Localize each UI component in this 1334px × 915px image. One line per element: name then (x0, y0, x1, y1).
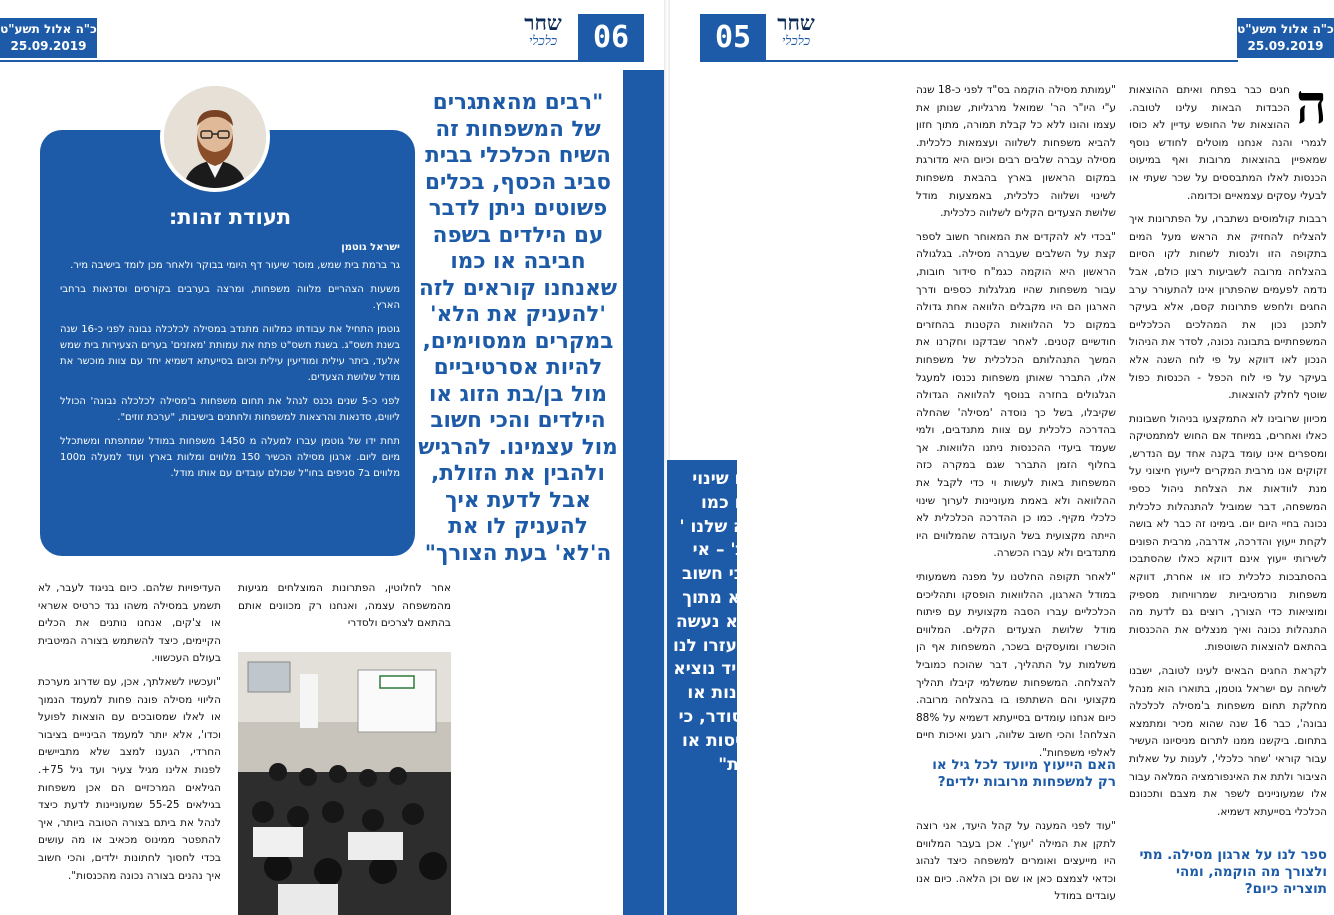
article-paragraph: "עמותת מסילה הוקמה בס"ד לפני כ-18 שנה ע"י היו"ר הר' שמואל מרגליות, שנותן את עצמו והונו ללא כל קבלת תמורה, מתוך חזון להביא משפחות לשלווה ועצמאות כלכלית. מסילה עברה שלבים רבים וכיום היא מדורגת במקום הראשון בארץ בהבאת משפחות לשינוי ושלווה כלכלית, באמצעות מודל שלושת הצעדים הקלים לשלווה כלכלית. (916, 84, 1116, 220)
logo-main-text: שחר (524, 10, 562, 35)
logo-sub-text: כלכלי (781, 34, 811, 49)
magazine-logo (770, 12, 822, 60)
section-subheading: האם הייעוץ מיועד לכל גיל או רק למשפחות מרובות ילדים? (932, 757, 1116, 790)
article-paragraph: העדיפויות שלהם. כיום בניגוד לעבר, לא תשמע במסילה משהו נגד כרטיס אשראי או צ'קים, אנחנו נותנים את הכלים הקיימים, כיצד להשתמש בצורה המיטבית בעולם העכשווי. (38, 582, 221, 665)
drop-cap: ה (1295, 72, 1327, 136)
id-card-text (60, 240, 400, 490)
article-paragraph: לקראת החגים הבאים לעינו לטובה, ישבנו לשיחה עם ישראל גוטמן, בתוארו הוא מנהל מחלקת תחום משפחות ב'מסילה לכלכלה נבונה', כבר 16 שנה שהוא מכיר ומתמצא בתחום. ביקשנו ממנו לתרום מניסיונו העשיר עבור קוראי 'שחר כלכלי', לענות על שאלות הציבור ולתת את האינפורמציה המלאה עבור אלו שמעוניינים לשפר את מצבם ותכנונם הכלכלי בסייעתא דשמיא. (1129, 665, 1327, 818)
gregorian-date: 25.09.2019 (10, 39, 87, 53)
date-box (0, 18, 97, 58)
article-paragraph: "לאחר תקופה החלטנו על מפנה משמעותי במודל הארגון, ההלוואות הופסקו ותהליכים הכלכליים עברו הסבה מקצועית עם פיתוח מודל שלושת הצעדים הקלים. המלווים הוכשרו ומועסקים בשכר, המשפחות אף הן משלמות על התהליך, דבר שהוכח כמוביל להצלחה. המשפחות שמשלמי קיבלו תהליך מקצועי והם השתתפו בו בהצלחה מרובה. כיום אנחנו עומדים בסייעתא דשמיא על 88% הצלחה! והכי חשוב שלווה, רוגע ואיכות חיים לאלפי משפחות". (916, 571, 1116, 759)
id-card-paragraph: גוטמן התחיל את עבודתו כמלווה מתנדב במסילה לכלכלה נבונה לפני כ-16 שנה בשנת תשס"ג. בשנת תשס"ט פתח את עמותת 'מאזנים' בערים הצעירות בית שמש אלעד, ביתר עילית ומודיעין עילית וכיום בסייעתא דשמיא יחד עם צוות מוכשר את מודל שלושת הצעדים. (60, 324, 400, 383)
id-card-name: ישראל גוטמן (341, 242, 400, 253)
header-rule (766, 60, 1238, 62)
magazine-logo (517, 12, 569, 60)
pull-quote: "כל עוד לא עושים שינוי חשיבה אמיתי, או כמו שקוראים לזה בשפה שלנו ' כלכלה התנהגותית' – אי אפשר להתקדם. הכי חשוב שזה ייעשה בכיף ולא מתוך דקדוקי עניות. אם לא נעשה את השינוי הזה, לא יעזרו לנו הגדלת הכנסות, כי מיד נוציא יותר, לא נצליח לבנות או לחיות עם תקציב מסודר, כי ניתקל בכל מיני תפיסות או אמונות מגבילות" (672, 469, 897, 775)
article-paragraph: חגים כבר בפתח ואיתם ההוצאות הכבדות הבאות עלינו לטובה. ההוצאות של החופש עדיין לא כוסו לגמרי והנה אנחנו מוטלים לחודש נוסף שמאפיין בהוצאות מרובות ואף במיעוט הכנסות לאלו המתבססים על שכר שעתי או לבעלי עסקים עצמאיים וכדומה. (1129, 84, 1327, 202)
page-number: 06 (578, 14, 644, 62)
article-column (1129, 72, 1327, 827)
portrait-illustration (164, 86, 266, 188)
page-number: 05 (700, 14, 766, 62)
logo-main-text: שחר (777, 10, 815, 35)
portrait-photo (160, 82, 270, 192)
article-paragraph: "עוד לפני המענה על קהל היעד, אני רוצה לתקן את המילה 'יעוץ'. אכן בעבר המלווים היו מייעצים ואומרים למשפחה כיצד לנהוג וכדאי לצמצם כאן או שם וכן הלאה. כיום אנו עובדים במודל (916, 820, 1116, 903)
date-box (1237, 18, 1334, 58)
id-card-paragraph: משעות הצהריים מלווה משפחות, ומרצה בערבים בקורסים וסדנאות ברחבי הארץ. (60, 284, 400, 311)
hebrew-date: כ"ה אלול תשע"ט (0, 22, 97, 36)
article-column (916, 818, 1116, 912)
pull-quote: "רבים מהאתגרים של המשפחות זה השיח הכלכלי בבית סביב הכסף, בכלים פשוטים ניתן לדבר עם הילדים בשפה חביבה או כמו שאנחנו קוראים לזה 'להעניק את הלא' במקרים ממסוימים, להיות אסרטיביים מול בן/בת הזוג או הילדים והכי חשוב מול עצמינו. להרגיש ולהבין את הזולת, אבל לדעת איך להעניק לו את ה'לא' בעת הצורך" (418, 90, 618, 566)
logo-sub-text: כלכלי (528, 34, 558, 49)
id-card-paragraph: לפני כ-5 שנים נכנס לנהל את תחום משפחות ב'מסילה לכלכלה נבונה' הכולל ליווים, סדנאות והרצאות למשפחות ולחתנים בישיבות, "ערכת זוזים". (60, 396, 400, 423)
article-paragraph: מכיוון שרובינו לא התמקצעו בניהול חשבונות כאלו ואחרים, במיוחד אם החוש למתמטיקה ומספרים אינו עומד בקנה אחד עם הנדרש, זקוקים אנו מרבית המקרים לייעוץ חיצוני על מנת לוודאות את הצלחת ניהול כספי המשפחה, דבר שמוביל להתנהלות כלכלית נכונה בחיי היום יום. בימינו זה כבר לא בושה לקחת ייעוץ והדרכה, אדרבה, מרבית הפונים לשירותי ייעוץ אינם דווקא כאלו שהסתבכו בהסתבכות כלכלית כזו או אחרת, דווקא משפחות נורמטיביות שמרוויחות מספיק ומוציאות כדי הצורך, רוצים גם לדעת מה התנהלות נכונה ואיך מנצלים את ההכנסות בהתאם להוצאות השוטפות. (1129, 412, 1327, 654)
gregorian-date: 25.09.2019 (1247, 39, 1324, 53)
blue-side-bar (623, 70, 667, 915)
header-rule (0, 60, 578, 62)
id-card-title: תעודת זהות: (168, 205, 292, 229)
article-paragraph: "בכדי לא להקדים את המאוחר חשוב לספר קצת על השלבים שעברה מסילה. בגלגולה הראשון היא הוקמה כגמ"ח סידור חובות, עבור משפחות שהיו מגלגלות כספים ודרך הארגון הם היו מקבלים הלוואה אחת גדולה במקום כל ההלוואות הקטנות בהחזרים חודשיים קטנים. לאחר שבדקנו וחקרנו את המשך התנהלותם הכלכלית של משפחות אלו, התברר שאותן משפחות נכנסו למעגל הגלגולים בחזרה בנוסף להלוואה הגדולה שקיבלו, בשל כך נוסדה 'מסילה' שהחלה בהדרכה כלכלית עם צוות מתנדבים, ולמי שעמד ביעדי ההכנסות ניתנו הלוואות. אך בחלוף הזמן התברר שגם במקרה כזה המשפחות באות לעשות וי כדי לקבל את ההלוואה ולא באמת מעוניינות לערוך שינוי כלכלי מקיף. כמו כן ההדרכה הכלכלית לא הייתה מקצועית בשל העובדה שהמלווים היו מתנדבים ולא עברו הכשרה. (916, 230, 1116, 560)
id-card-paragraph: תחת ידו של גוטמן עברו למעלה מ 1450 משפחות במודל שמתפתח ומשתכלל מיום ליום. ארגון מסילה הכשיר 150 מלווים ומלוות בארץ ועוד למעלה מ100 מלווים ב7 סניפים בחו"ל שכולם עובדים עם אותו מודל. (60, 436, 400, 479)
article-paragraph: רבבות קולמוסים נשתברו, על הפתרונות איך להצליח להחזיק את הראש מעל המים בתקופה הזו ולנסות לשחות לקו הסיום בהצלחה מרובה לשביעות רצון כולם, אבל נדמה לפעמים שהפתרון אינו להתעורר ערב החגים ולחפש פתרונות קסם, אלא בעיקר לתכנן נכון את המהלכים הכלכליים המשפחתיים בתבונה נכונה, לסדר את הניהול הנכון לאו דווקא על פי לוח השנה אלא בעיקר על פי לוח הכפל - הכנסות כפול שוטף לחלק להוצאות. (1129, 213, 1327, 402)
article-column (38, 580, 221, 891)
article-column (238, 580, 451, 639)
right-page (667, 0, 1334, 915)
hebrew-date: כ"ה אלול תשע"ט (1237, 22, 1334, 36)
article-column (916, 82, 1116, 769)
section-subheading: ספר לנו על ארגון מסילה. מתי ולצורך מה הוקמה, ומהי תוצריה כיום? (1139, 847, 1327, 897)
seminar-photo (238, 652, 451, 915)
seminar-illustration (238, 652, 451, 915)
id-card-paragraph: גר ברמת בית שמש, מוסר שיעור דף היומי בבוקר ולאחר מכן לומד בישיבה מיר. (70, 260, 400, 271)
article-paragraph: אחר לחלוטין, הפתרונות המוצלחים מגיעות מהמשפחה עצמה, ואנחנו רק מכוונים אותם בהתאם לצרכים ולסדרי (238, 582, 451, 630)
article-paragraph: "ועכשיו לשאלתך, אכן, עם שדרוג מערכת הליווי מסילה פונה פחות למעמד הנמוך או לאלו שמסובכים עם הוצאות לפועל וכדו', אלא יותר למעמד הבינייים בציבור החרדי, הגענו למצב שלא מתביישים לפנות אלינו מגיל צעיר ועד גיל 75+. הגילאים המרכזיים הם אכן משפחות בגילאים 55-25 שמעוניינות לדעת כיצד לנהל את ביתם בצורה הטובה ביותר, איך להתפטר ממינוס מכאיב או מה עושים בכדי לחסוך לחתונות ילדים, והכי חשוב איך נהנים בצורה נכונה מהכנסות". (38, 675, 222, 882)
